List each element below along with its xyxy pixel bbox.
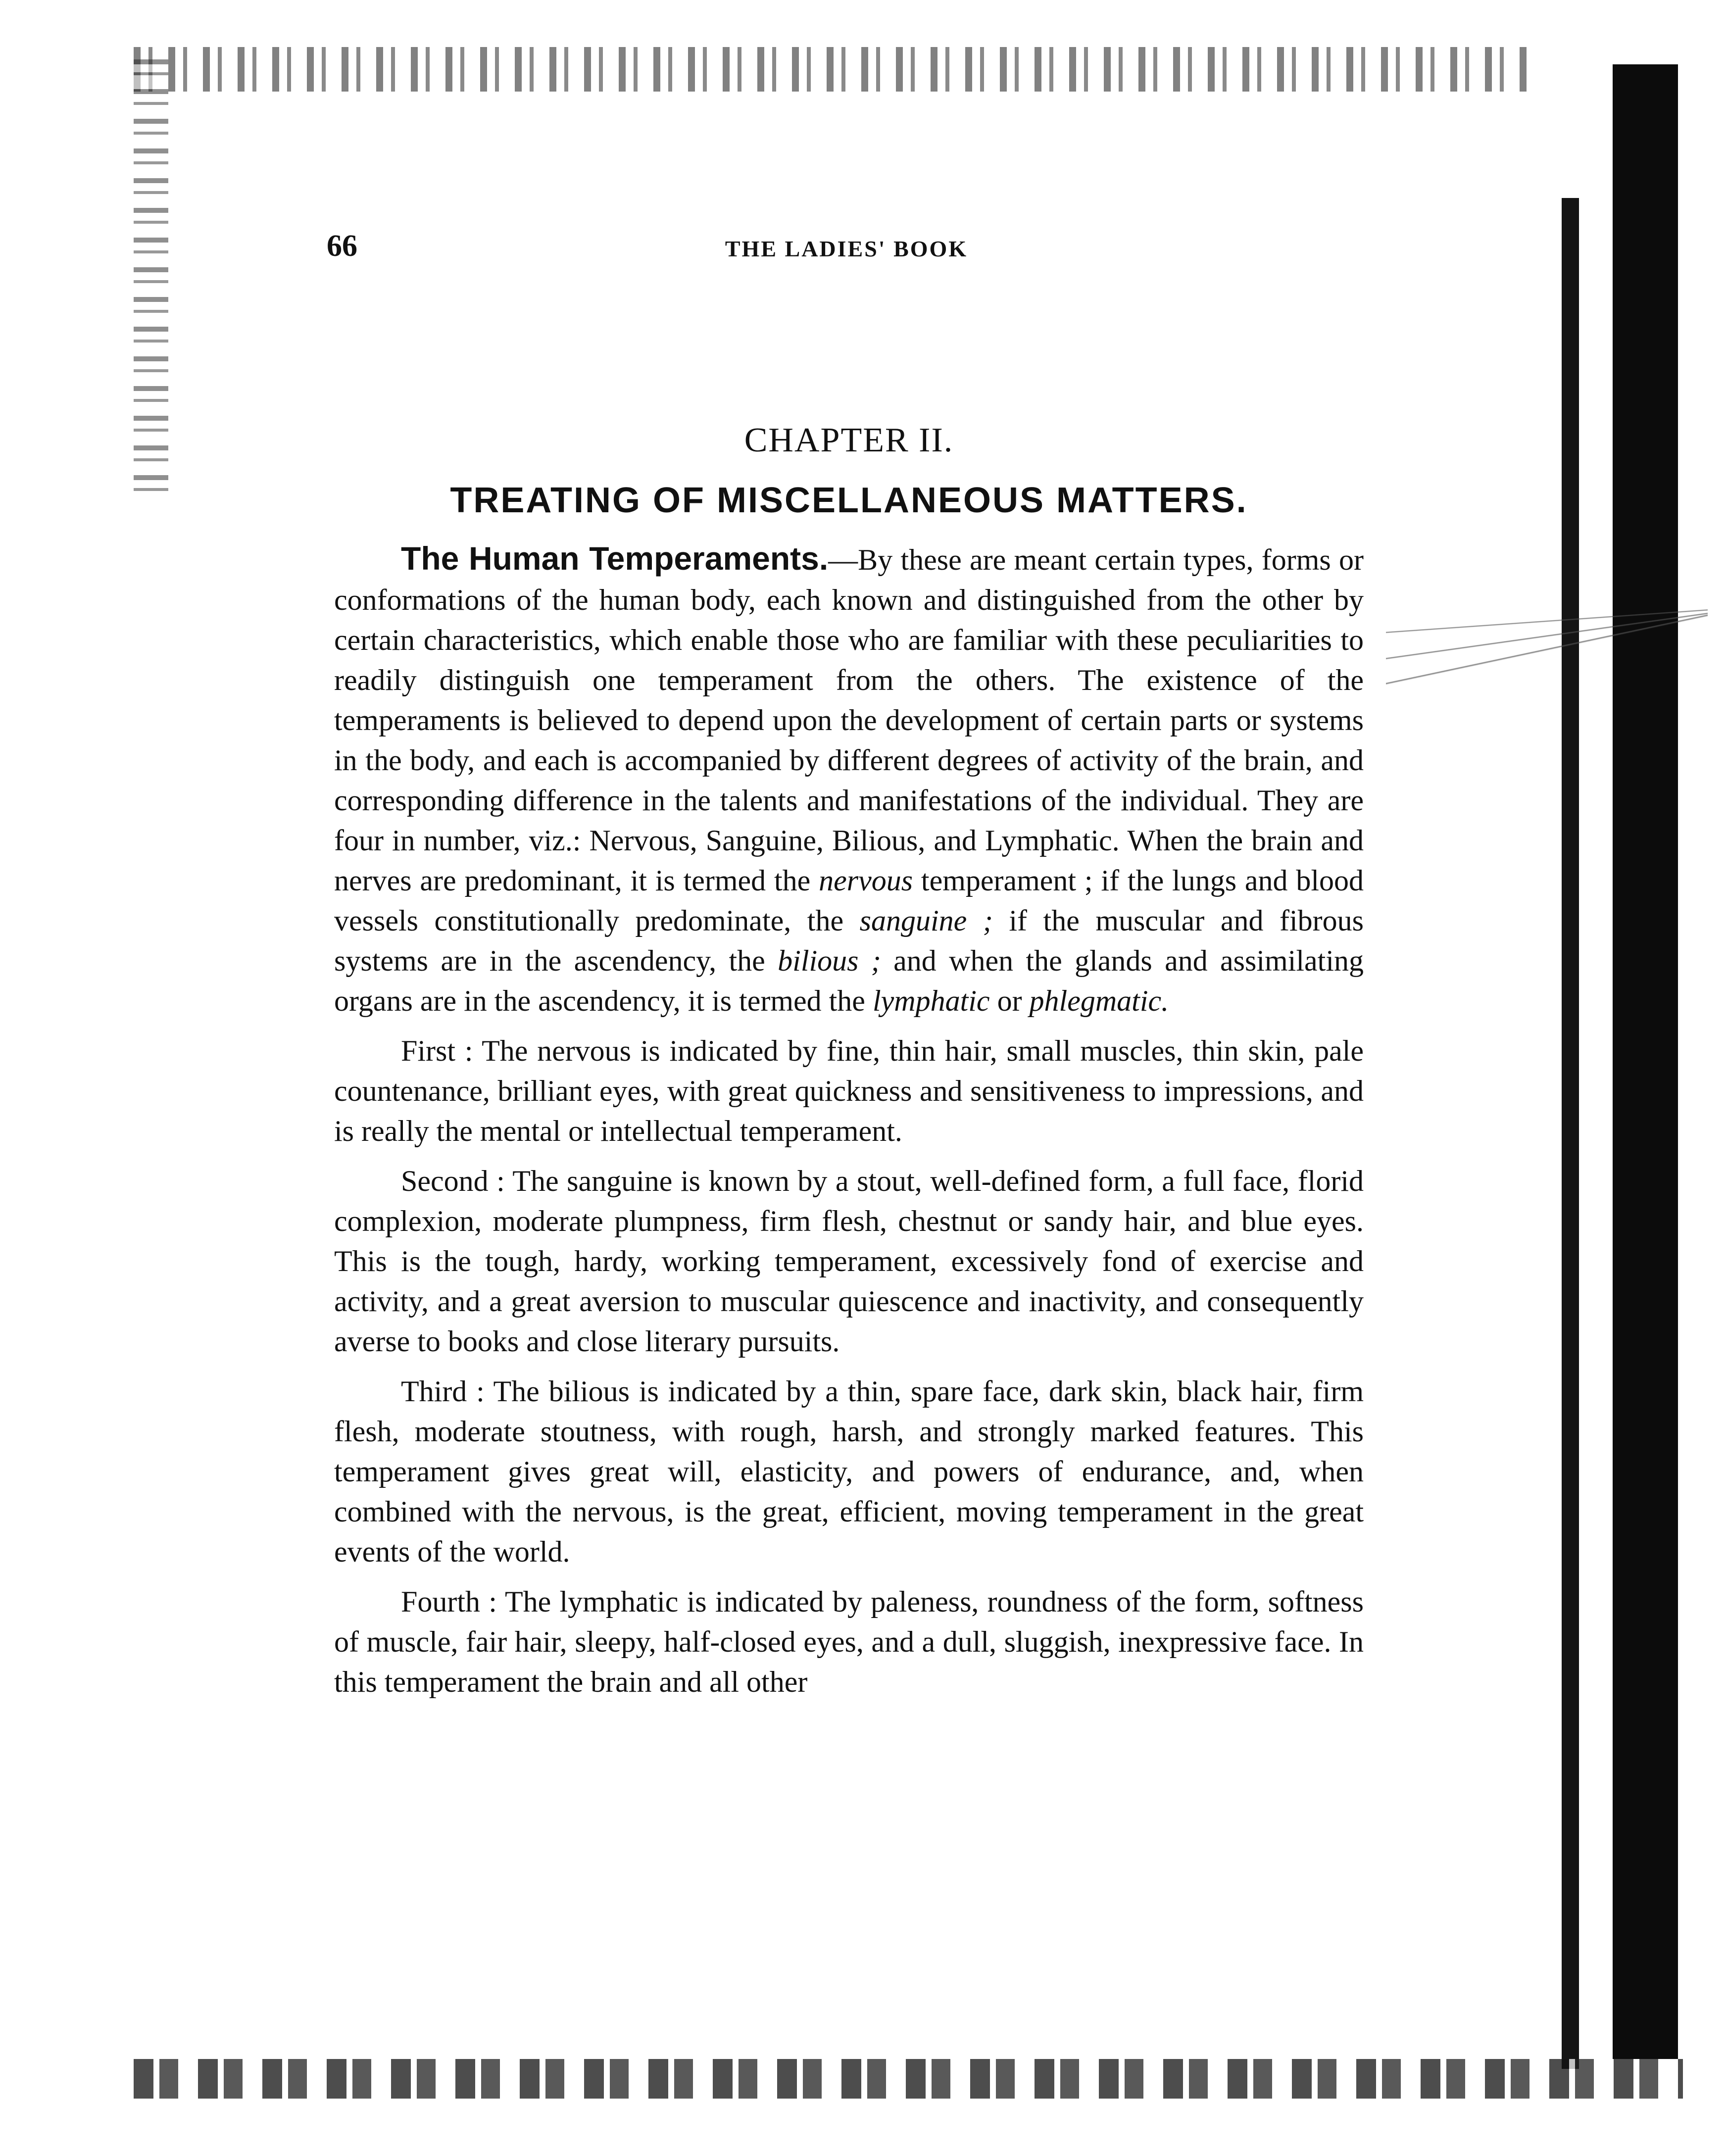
paragraph-second: Second : The sanguine is known by a stout, well-defined form, a full face, florid complexion, moderate plumpness, firm flesh, chestnut or sandy hair, and blue eyes. This is the tough, hardy, working temperament, excessively fond of exercise and activity, and a great aversion to muscular quiescence and inactivity, and consequently averse to books and close literary pursuits. [334, 1165, 1364, 1358]
term-bilious: bilious ; [778, 944, 881, 977]
scan-artifact-bottom [134, 2059, 1683, 2099]
scan-artifact-lines [1386, 574, 1708, 703]
term-phlegmatic: phlegmatic. [1029, 984, 1169, 1017]
scan-artifact-binding-shadow [1562, 198, 1579, 2069]
scan-artifact-top [134, 47, 1534, 92]
chapter-heading: CHAPTER II. [744, 421, 954, 459]
section-title: TREATING OF MISCELLANEOUS MATTERS. [450, 481, 1248, 520]
intro-text-2: temperament ; if the lungs and blood vessels constitutionally predominate, the [334, 864, 1364, 937]
intro-paragraph [334, 539, 1364, 1021]
scan-artifact-binding-rod [1578, 64, 1613, 2059]
scan-artifact-left [134, 59, 168, 505]
intro-text-4: and when the glands and assimilating organs are in the ascendency, it is termed the [334, 944, 1364, 1017]
term-nervous: nervous [819, 864, 913, 897]
paragraph-third: Third : The bilious is indicated by a thin, spare face, dark skin, black hair, firm flesh, moderate stoutness, with rough, harsh, and strongly marked features. This temperament gives great will, elasticity, and powers of endurance, and, when combined with the nervous, is the great, efficient, moving temperament in the great events of the world. [334, 1375, 1364, 1568]
paragraph-first: First : The nervous is indicated by fine, thin hair, small muscles, thin skin, pale countenance, brilliant eyes, with great quickness and sensitiveness to impressions, and is really the mental or intellectual temperament. [334, 1034, 1364, 1147]
paragraph-fourth: Fourth : The lymphatic is indicated by paleness, roundness of the form, softness of muscle, fair hair, sleepy, half-closed eyes, and a dull, sluggish, inexpressive face. In this temperament the brain and all other [334, 1585, 1364, 1698]
term-sanguine: sanguine ; [859, 904, 993, 937]
page-header [327, 229, 1366, 278]
page-body [334, 421, 1364, 1712]
intro-text-5: or [989, 984, 1030, 1017]
page-number: 66 [327, 229, 357, 263]
term-lymphatic: lymphatic [872, 984, 990, 1017]
intro-text-3: if the muscular and fibrous systems are in the ascendency, the [334, 904, 1364, 977]
intro-text-1: —By these are meant certain types, forms or conformations of the human body, each known and distinguished from the other by certain characteristics, which enable those who are familiar with these peculiarities to readily distinguish one temperament from the others. The existence of the temperaments is believed to depend upon the development of certain parts or systems in the body, and each is accompanied by different degrees of activity of the brain, and corresponding difference in the talents and manifestations of the individual. They are four in number, viz.: Nervous, Sanguine, Bilious, and Lymphatic. When the brain and nerves are predominant, it is termed the [334, 543, 1364, 897]
paragraph-lead: The Human Temperaments. [401, 540, 829, 577]
running-head: THE LADIES' BOOK [725, 236, 968, 261]
